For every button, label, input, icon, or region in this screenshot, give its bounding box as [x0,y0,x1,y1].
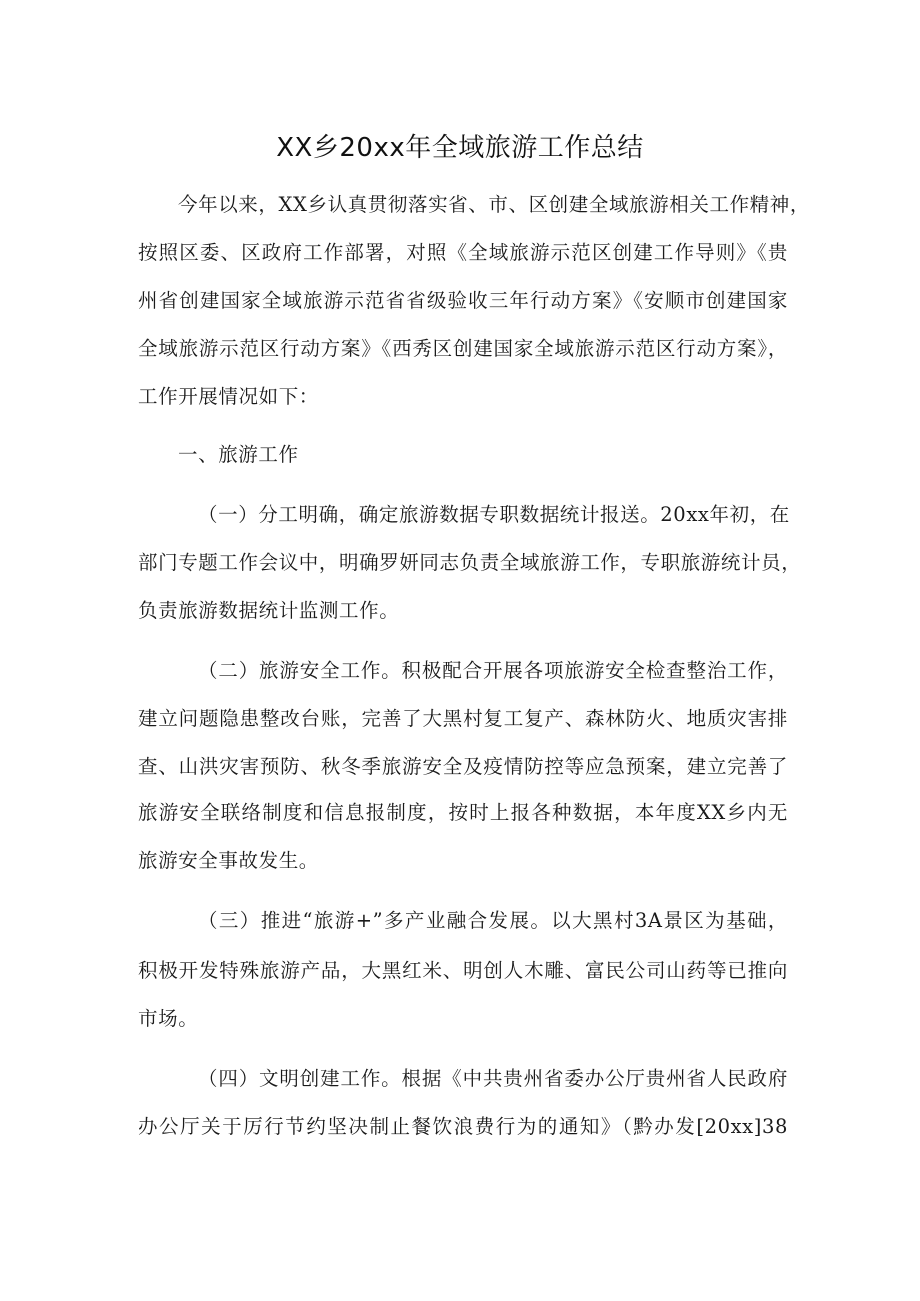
paragraph-line: （一）分工明确，确定旅游数据专职数据统计报送。20xx年初，在 [198,503,790,526]
paragraph-line: 工作开展情况如下： [138,385,319,408]
paragraph-line: 办公厅关于厉行节约坚决制止餐饮浪费行为的通知》（黔办发[20xx]38 [138,1115,788,1138]
paragraph-line: 今年以来，XX乡认真贯彻落实省、市、区创建全域旅游相关工作精神， [178,193,810,216]
paragraph-line: 查、山洪灾害预防、秋冬季旅游安全及疫情防控等应急预案，建立完善了 [138,755,788,778]
document-title: XX乡20xx年全域旅游工作总结 [276,133,644,163]
paragraph-line: 市场。 [138,1007,199,1030]
paragraph-line: 建立问题隐患整改台账，完善了大黑村复工复产、森林防火、地质灾害排 [138,707,788,730]
paragraph-line: 负责旅游数据统计监测工作。 [138,599,400,622]
paragraph-line: 部门专题工作会议中，明确罗妍同志负责全域旅游工作，专职旅游统计员， [138,551,802,574]
paragraph-line: 州省创建国家全域旅游示范省省级验收三年行动方案》《安顺市创建国家 [138,289,788,312]
paragraph-line: 旅游安全联络制度和信息报制度，按时上报各种数据，本年度XX乡内无 [138,801,788,824]
paragraph-line: 旅游安全事故发生。 [138,849,319,872]
paragraph-line: 全域旅游示范区行动方案》《西秀区创建国家全域旅游示范区行动方案》， [138,337,788,360]
paragraph-line: （二）旅游安全工作。积极配合开展各项旅游安全检查整治工作， [198,659,788,682]
paragraph-line: 积极开发特殊旅游产品，大黑红米、明创人木雕、富民公司山药等已推向 [138,959,788,982]
paragraph-line: （三）推进“旅游+”多产业融合发展。以大黑村3A景区为基础， [198,909,788,932]
paragraph-line: 按照区委、区政府工作部署，对照《全域旅游示范区创建工作导则》《贵 [138,241,788,264]
paragraph-line: （四）文明创建工作。根据《中共贵州省委办公厅贵州省人民政府 [198,1067,788,1090]
section-heading: 一、旅游工作 [178,443,299,466]
